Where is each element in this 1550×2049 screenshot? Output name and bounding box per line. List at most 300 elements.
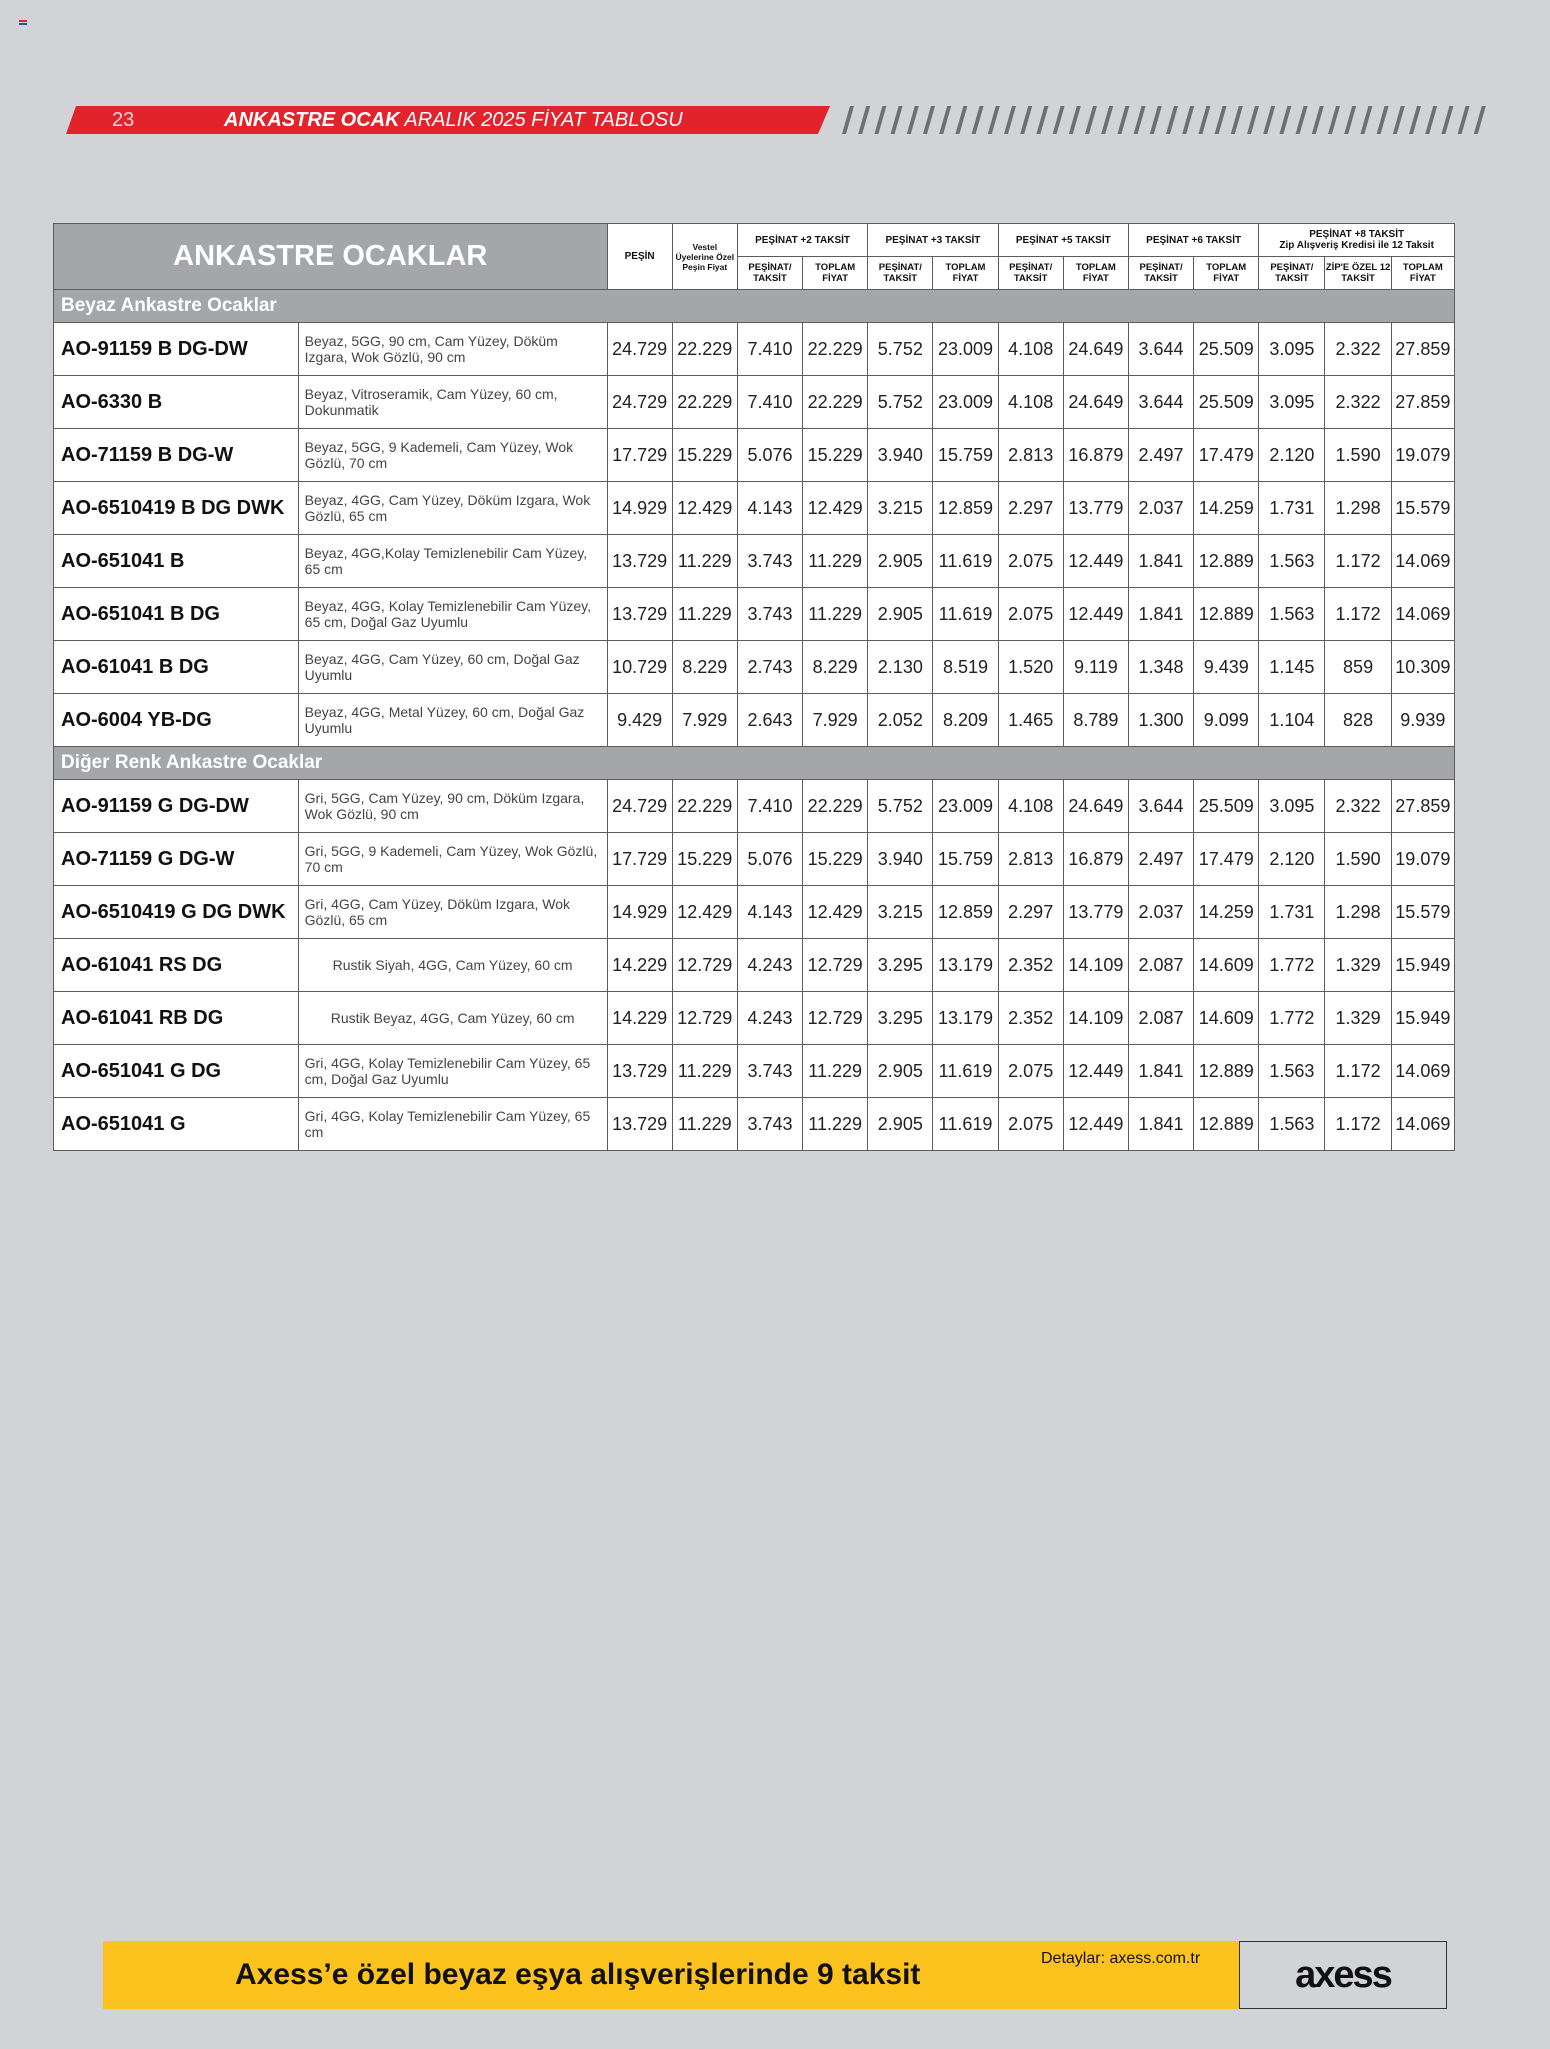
table-row	[54, 939, 1455, 992]
sub-header-zip: ZİP'E ÖZEL 12 TAKSİT	[1325, 257, 1391, 290]
stripe	[1458, 106, 1470, 134]
price-cell: 24.649	[1063, 376, 1128, 429]
price-cell: 11.619	[933, 1098, 998, 1151]
price-cell: 14.259	[1194, 886, 1259, 939]
product-description: Beyaz, 4GG, Cam Yüzey, Döküm Izgara, Wok Gözlü, 65 cm	[298, 482, 607, 535]
price-cell: 3.743	[737, 1098, 802, 1151]
table-row	[54, 429, 1455, 482]
model-code: AO-61041 RS DG	[54, 939, 299, 992]
price-cell: 11.619	[933, 588, 998, 641]
price-cell: 2.322	[1325, 780, 1391, 833]
stripe	[858, 106, 870, 134]
price-cell: 25.509	[1194, 323, 1259, 376]
price-cell: 1.145	[1259, 641, 1325, 694]
price-cell: 14.069	[1391, 1045, 1454, 1098]
price-cell: 2.905	[868, 1045, 933, 1098]
price-cell: 14.069	[1391, 588, 1454, 641]
product-description: Beyaz, 4GG, Cam Yüzey, 60 cm, Doğal Gaz Uyumlu	[298, 641, 607, 694]
price-cell: 11.229	[803, 1045, 868, 1098]
group-header-label: PEŞİNAT +8 TAKSİT	[1309, 229, 1405, 240]
price-cell: 3.295	[868, 992, 933, 1045]
stripe	[1085, 106, 1097, 134]
price-cell: 9.429	[607, 694, 672, 747]
price-cell: 12.859	[933, 886, 998, 939]
price-cell: 3.743	[737, 535, 802, 588]
product-description: Gri, 4GG, Cam Yüzey, Döküm Izgara, Wok Gözlü, 65 cm	[298, 886, 607, 939]
header-stripes	[836, 106, 1486, 134]
price-cell: 1.104	[1259, 694, 1325, 747]
price-cell: 13.179	[933, 992, 998, 1045]
price-cell: 4.108	[998, 780, 1063, 833]
table-row	[54, 376, 1455, 429]
price-cell: 1.841	[1128, 1098, 1193, 1151]
stripe	[1166, 106, 1178, 134]
group-header-sublabel: Zip Alışveriş Kredisi ile 12 Taksit	[1279, 240, 1434, 251]
price-cell: 23.009	[933, 780, 998, 833]
price-cell: 1.563	[1259, 588, 1325, 641]
price-cell: 2.322	[1325, 323, 1391, 376]
price-cell: 3.095	[1259, 323, 1325, 376]
stripe	[1101, 106, 1113, 134]
price-cell: 5.752	[868, 780, 933, 833]
table-row	[54, 886, 1455, 939]
product-description: Rustik Siyah, 4GG, Cam Yüzey, 60 cm	[298, 939, 607, 992]
price-cell: 17.729	[607, 833, 672, 886]
price-cell: 16.879	[1063, 833, 1128, 886]
price-cell: 8.519	[933, 641, 998, 694]
price-cell: 9.099	[1194, 694, 1259, 747]
price-cell: 1.298	[1325, 482, 1391, 535]
price-cell: 5.076	[737, 429, 802, 482]
footer-detail-link: Detaylar: axess.com.tr	[1041, 1950, 1201, 1967]
product-description: Beyaz, 4GG, Kolay Temizlenebilir Cam Yüzey, 65 cm, Doğal Gaz Uyumlu	[298, 588, 607, 641]
price-cell: 11.619	[933, 535, 998, 588]
stripe	[1393, 106, 1405, 134]
price-cell: 13.179	[933, 939, 998, 992]
price-cell: 2.075	[998, 1098, 1063, 1151]
price-cell: 25.509	[1194, 780, 1259, 833]
price-cell: 22.229	[803, 376, 868, 429]
table-title: ANKASTRE OCAKLAR	[54, 224, 608, 290]
price-cell: 12.729	[803, 939, 868, 992]
table-row	[54, 482, 1455, 535]
price-cell: 22.229	[672, 780, 737, 833]
stripe	[1296, 106, 1308, 134]
price-cell: 12.729	[803, 992, 868, 1045]
product-description: Rustik Beyaz, 4GG, Cam Yüzey, 60 cm	[298, 992, 607, 1045]
price-cell: 15.229	[803, 833, 868, 886]
table-row	[54, 323, 1455, 376]
price-cell: 1.329	[1325, 992, 1391, 1045]
price-cell: 2.087	[1128, 939, 1193, 992]
model-code: AO-651041 G	[54, 1098, 299, 1151]
sub-header-pesinat: PEŞİNAT/ TAKSİT	[737, 257, 802, 290]
price-cell: 15.229	[672, 429, 737, 482]
price-cell: 12.889	[1194, 1045, 1259, 1098]
table-row	[54, 588, 1455, 641]
sub-header-pesinat: PEŞİNAT/ TAKSİT	[998, 257, 1063, 290]
price-cell: 13.729	[607, 1098, 672, 1151]
price-cell: 2.075	[998, 535, 1063, 588]
price-cell: 2.743	[737, 641, 802, 694]
stripe	[1198, 106, 1210, 134]
price-cell: 13.729	[607, 588, 672, 641]
product-description: Gri, 4GG, Kolay Temizlenebilir Cam Yüzey, 65 cm, Doğal Gaz Uyumlu	[298, 1045, 607, 1098]
page-title-bold: ANKASTRE OCAK	[224, 109, 400, 131]
price-cell: 9.439	[1194, 641, 1259, 694]
price-cell: 9.119	[1063, 641, 1128, 694]
product-description: Gri, 5GG, Cam Yüzey, 90 cm, Döküm Izgara, Wok Gözlü, 90 cm	[298, 780, 607, 833]
stripe	[1344, 106, 1356, 134]
sub-header-toplam: TOPLAM FİYAT	[933, 257, 998, 290]
stripe	[1474, 106, 1486, 134]
stripe	[907, 106, 919, 134]
price-table	[53, 223, 1455, 1151]
price-cell: 12.889	[1194, 1098, 1259, 1151]
price-cell: 7.929	[803, 694, 868, 747]
price-cell: 1.590	[1325, 429, 1391, 482]
table-row	[54, 992, 1455, 1045]
price-cell: 8.209	[933, 694, 998, 747]
price-cell: 12.429	[672, 886, 737, 939]
price-cell: 12.859	[933, 482, 998, 535]
stripe	[1441, 106, 1453, 134]
price-cell: 14.609	[1194, 992, 1259, 1045]
price-cell: 22.229	[672, 376, 737, 429]
price-cell: 1.772	[1259, 939, 1325, 992]
axess-logo: axess	[1295, 1954, 1391, 1996]
price-cell: 14.069	[1391, 1098, 1454, 1151]
price-cell: 19.079	[1391, 833, 1454, 886]
footer-main-text: Axess’e özel beyaz eşya alışverişlerinde 9 taksit	[235, 1958, 921, 1991]
stripe	[939, 106, 951, 134]
price-cell: 1.520	[998, 641, 1063, 694]
price-cell: 3.940	[868, 833, 933, 886]
price-cell: 9.939	[1391, 694, 1454, 747]
price-cell: 1.590	[1325, 833, 1391, 886]
price-cell: 22.229	[803, 323, 868, 376]
price-cell: 3.644	[1128, 376, 1193, 429]
price-cell: 27.859	[1391, 376, 1454, 429]
price-cell: 3.295	[868, 939, 933, 992]
price-cell: 12.449	[1063, 1045, 1128, 1098]
stripe	[988, 106, 1000, 134]
stripe	[891, 106, 903, 134]
sub-header-toplam: TOPLAM FİYAT	[803, 257, 868, 290]
stripe	[1231, 106, 1243, 134]
price-cell: 2.297	[998, 482, 1063, 535]
model-code: AO-6510419 B DG DWK	[54, 482, 299, 535]
price-cell: 1.298	[1325, 886, 1391, 939]
price-cell: 12.729	[672, 992, 737, 1045]
price-cell: 14.259	[1194, 482, 1259, 535]
price-cell: 25.509	[1194, 376, 1259, 429]
price-cell: 3.743	[737, 588, 802, 641]
price-cell: 8.789	[1063, 694, 1128, 747]
price-cell: 4.143	[737, 886, 802, 939]
price-cell: 10.309	[1391, 641, 1454, 694]
price-cell: 1.172	[1325, 1098, 1391, 1151]
price-cell: 14.609	[1194, 939, 1259, 992]
price-cell: 1.563	[1259, 1045, 1325, 1098]
price-cell: 1.329	[1325, 939, 1391, 992]
price-cell: 24.729	[607, 780, 672, 833]
price-cell: 13.779	[1063, 886, 1128, 939]
price-cell: 12.729	[672, 939, 737, 992]
price-cell: 3.095	[1259, 376, 1325, 429]
price-cell: 14.929	[607, 886, 672, 939]
price-cell: 11.229	[672, 1045, 737, 1098]
stripe	[1004, 106, 1016, 134]
price-cell: 3.743	[737, 1045, 802, 1098]
price-cell: 10.729	[607, 641, 672, 694]
stripe	[1263, 106, 1275, 134]
table-row	[54, 694, 1455, 747]
stripe	[1117, 106, 1129, 134]
group-header: PEŞİNAT +6 TAKSİT	[1128, 224, 1258, 257]
group-header: PEŞİNAT +5 TAKSİT	[998, 224, 1128, 257]
price-cell: 12.449	[1063, 588, 1128, 641]
price-cell: 2.052	[868, 694, 933, 747]
price-cell: 12.889	[1194, 588, 1259, 641]
model-code: AO-651041 B DG	[54, 588, 299, 641]
price-cell: 15.759	[933, 429, 998, 482]
price-cell: 5.076	[737, 833, 802, 886]
price-cell: 14.929	[607, 482, 672, 535]
product-description: Gri, 4GG, Kolay Temizlenebilir Cam Yüzey, 65 cm	[298, 1098, 607, 1151]
price-cell: 14.229	[607, 992, 672, 1045]
price-cell: 23.009	[933, 376, 998, 429]
price-cell: 24.649	[1063, 780, 1128, 833]
section-row	[54, 290, 1455, 323]
model-code: AO-6330 B	[54, 376, 299, 429]
stripe	[1020, 106, 1032, 134]
table-row	[54, 641, 1455, 694]
price-cell: 2.905	[868, 1098, 933, 1151]
price-cell: 2.643	[737, 694, 802, 747]
stripe	[1279, 106, 1291, 134]
price-cell: 1.841	[1128, 1045, 1193, 1098]
price-cell: 15.579	[1391, 482, 1454, 535]
model-code: AO-91159 B DG-DW	[54, 323, 299, 376]
price-cell: 12.429	[672, 482, 737, 535]
group-header: PEŞİNAT +2 TAKSİT	[737, 224, 867, 257]
price-cell: 12.449	[1063, 1098, 1128, 1151]
price-cell: 1.841	[1128, 535, 1193, 588]
stripe	[1425, 106, 1437, 134]
model-code: AO-91159 G DG-DW	[54, 780, 299, 833]
sub-header-toplam: TOPLAM FİYAT	[1194, 257, 1259, 290]
price-cell: 14.109	[1063, 992, 1128, 1045]
price-cell: 2.120	[1259, 833, 1325, 886]
price-cell: 2.075	[998, 588, 1063, 641]
stripe	[842, 106, 854, 134]
price-cell: 11.619	[933, 1045, 998, 1098]
price-cell: 1.563	[1259, 535, 1325, 588]
footer-logo-box	[1239, 1941, 1447, 2009]
stripe	[1377, 106, 1389, 134]
product-description: Beyaz, 4GG,Kolay Temizlenebilir Cam Yüzey, 65 cm	[298, 535, 607, 588]
price-cell: 1.772	[1259, 992, 1325, 1045]
price-cell: 1.563	[1259, 1098, 1325, 1151]
price-cell: 8.229	[672, 641, 737, 694]
price-cell: 24.729	[607, 323, 672, 376]
price-cell: 23.009	[933, 323, 998, 376]
price-cell: 12.429	[803, 886, 868, 939]
price-cell: 12.449	[1063, 535, 1128, 588]
price-cell: 7.410	[737, 780, 802, 833]
price-cell: 7.929	[672, 694, 737, 747]
price-cell: 1.172	[1325, 535, 1391, 588]
price-cell: 15.579	[1391, 886, 1454, 939]
sub-header-toplam: TOPLAM FİYAT	[1063, 257, 1128, 290]
group-header: PEŞİNAT +3 TAKSİT	[868, 224, 998, 257]
price-cell: 4.143	[737, 482, 802, 535]
corner-flag-icon	[19, 20, 27, 26]
stripe	[1182, 106, 1194, 134]
price-cell: 24.649	[1063, 323, 1128, 376]
price-cell: 13.729	[607, 1045, 672, 1098]
stripe	[972, 106, 984, 134]
price-cell: 27.859	[1391, 323, 1454, 376]
price-cell: 13.779	[1063, 482, 1128, 535]
model-code: AO-651041 G DG	[54, 1045, 299, 1098]
product-description: Beyaz, 5GG, 90 cm, Cam Yüzey, Döküm Izgara, Wok Gözlü, 90 cm	[298, 323, 607, 376]
model-code: AO-71159 B DG-W	[54, 429, 299, 482]
price-cell: 19.079	[1391, 429, 1454, 482]
section-title: Diğer Renk Ankastre Ocaklar	[54, 747, 1455, 780]
price-cell: 1.465	[998, 694, 1063, 747]
table-row	[54, 535, 1455, 588]
stripe	[923, 106, 935, 134]
sub-header-pesinat: PEŞİNAT/ TAKSİT	[868, 257, 933, 290]
price-cell: 1.348	[1128, 641, 1193, 694]
price-cell: 17.479	[1194, 833, 1259, 886]
price-cell: 2.497	[1128, 429, 1193, 482]
stripe	[1134, 106, 1146, 134]
price-cell: 12.429	[803, 482, 868, 535]
page-number: 23	[112, 109, 135, 131]
price-cell: 27.859	[1391, 780, 1454, 833]
price-cell: 4.243	[737, 992, 802, 1045]
price-cell: 2.087	[1128, 992, 1193, 1045]
model-code: AO-61041 RB DG	[54, 992, 299, 1045]
price-cell: 2.120	[1259, 429, 1325, 482]
stripe	[955, 106, 967, 134]
price-cell: 12.889	[1194, 535, 1259, 588]
price-cell: 1.731	[1259, 886, 1325, 939]
col-vestel: Vestel Üyelerine Özel Peşin Fiyat	[672, 224, 737, 290]
price-cell: 17.479	[1194, 429, 1259, 482]
price-cell: 15.229	[672, 833, 737, 886]
footer-ad	[103, 1941, 1447, 2009]
product-description: Beyaz, 5GG, 9 Kademeli, Cam Yüzey, Wok Gözlü, 70 cm	[298, 429, 607, 482]
price-cell: 5.752	[868, 376, 933, 429]
price-cell: 3.644	[1128, 323, 1193, 376]
price-cell: 2.037	[1128, 482, 1193, 535]
price-cell: 859	[1325, 641, 1391, 694]
price-cell: 16.879	[1063, 429, 1128, 482]
price-cell: 22.229	[803, 780, 868, 833]
model-code: AO-71159 G DG-W	[54, 833, 299, 886]
price-cell: 11.229	[672, 535, 737, 588]
price-cell: 4.243	[737, 939, 802, 992]
price-cell: 2.905	[868, 588, 933, 641]
price-cell: 3.095	[1259, 780, 1325, 833]
price-cell: 11.229	[803, 1098, 868, 1151]
price-cell: 2.322	[1325, 376, 1391, 429]
col-pesin: PEŞİN	[607, 224, 672, 290]
stripe	[1247, 106, 1259, 134]
price-cell: 3.940	[868, 429, 933, 482]
price-cell: 2.813	[998, 833, 1063, 886]
price-cell: 4.108	[998, 323, 1063, 376]
sub-header-pesinat: PEŞİNAT/ TAKSİT	[1259, 257, 1325, 290]
price-cell: 2.497	[1128, 833, 1193, 886]
stripe	[874, 106, 886, 134]
price-cell: 11.229	[803, 535, 868, 588]
price-cell: 2.905	[868, 535, 933, 588]
price-cell: 1.731	[1259, 482, 1325, 535]
price-cell: 14.109	[1063, 939, 1128, 992]
price-cell: 15.759	[933, 833, 998, 886]
table-row	[54, 1098, 1455, 1151]
stripe	[1215, 106, 1227, 134]
price-cell: 24.729	[607, 376, 672, 429]
group-header-zip	[1259, 224, 1455, 257]
product-description: Gri, 5GG, 9 Kademeli, Cam Yüzey, Wok Gözlü, 70 cm	[298, 833, 607, 886]
stripe	[1053, 106, 1065, 134]
price-cell: 2.037	[1128, 886, 1193, 939]
stripe	[1328, 106, 1340, 134]
price-cell: 1.172	[1325, 1045, 1391, 1098]
price-cell: 14.229	[607, 939, 672, 992]
price-cell: 11.229	[672, 1098, 737, 1151]
stripe	[1312, 106, 1324, 134]
product-description: Beyaz, 4GG, Metal Yüzey, 60 cm, Doğal Gaz Uyumlu	[298, 694, 607, 747]
sub-header-pesinat: PEŞİNAT/ TAKSİT	[1128, 257, 1193, 290]
table-row	[54, 1045, 1455, 1098]
model-code: AO-6004 YB-DG	[54, 694, 299, 747]
table-row	[54, 780, 1455, 833]
price-cell: 2.075	[998, 1045, 1063, 1098]
price-cell: 2.813	[998, 429, 1063, 482]
price-cell: 7.410	[737, 323, 802, 376]
price-cell: 22.229	[672, 323, 737, 376]
price-cell: 5.752	[868, 323, 933, 376]
price-cell: 8.229	[803, 641, 868, 694]
stripe	[1409, 106, 1421, 134]
sub-header-toplam: TOPLAM FİYAT	[1391, 257, 1454, 290]
price-cell: 7.410	[737, 376, 802, 429]
stripe	[1150, 106, 1162, 134]
price-cell: 11.229	[672, 588, 737, 641]
table-row	[54, 833, 1455, 886]
section-title: Beyaz Ankastre Ocaklar	[54, 290, 1455, 323]
price-cell: 1.841	[1128, 588, 1193, 641]
price-cell: 2.130	[868, 641, 933, 694]
price-cell: 2.352	[998, 992, 1063, 1045]
price-cell: 3.644	[1128, 780, 1193, 833]
stripe	[1069, 106, 1081, 134]
model-code: AO-6510419 G DG DWK	[54, 886, 299, 939]
model-code: AO-61041 B DG	[54, 641, 299, 694]
price-cell: 13.729	[607, 535, 672, 588]
price-cell: 828	[1325, 694, 1391, 747]
price-cell: 17.729	[607, 429, 672, 482]
price-cell: 2.352	[998, 939, 1063, 992]
page-title-rest: ARALIK 2025 FİYAT TABLOSU	[404, 109, 683, 131]
